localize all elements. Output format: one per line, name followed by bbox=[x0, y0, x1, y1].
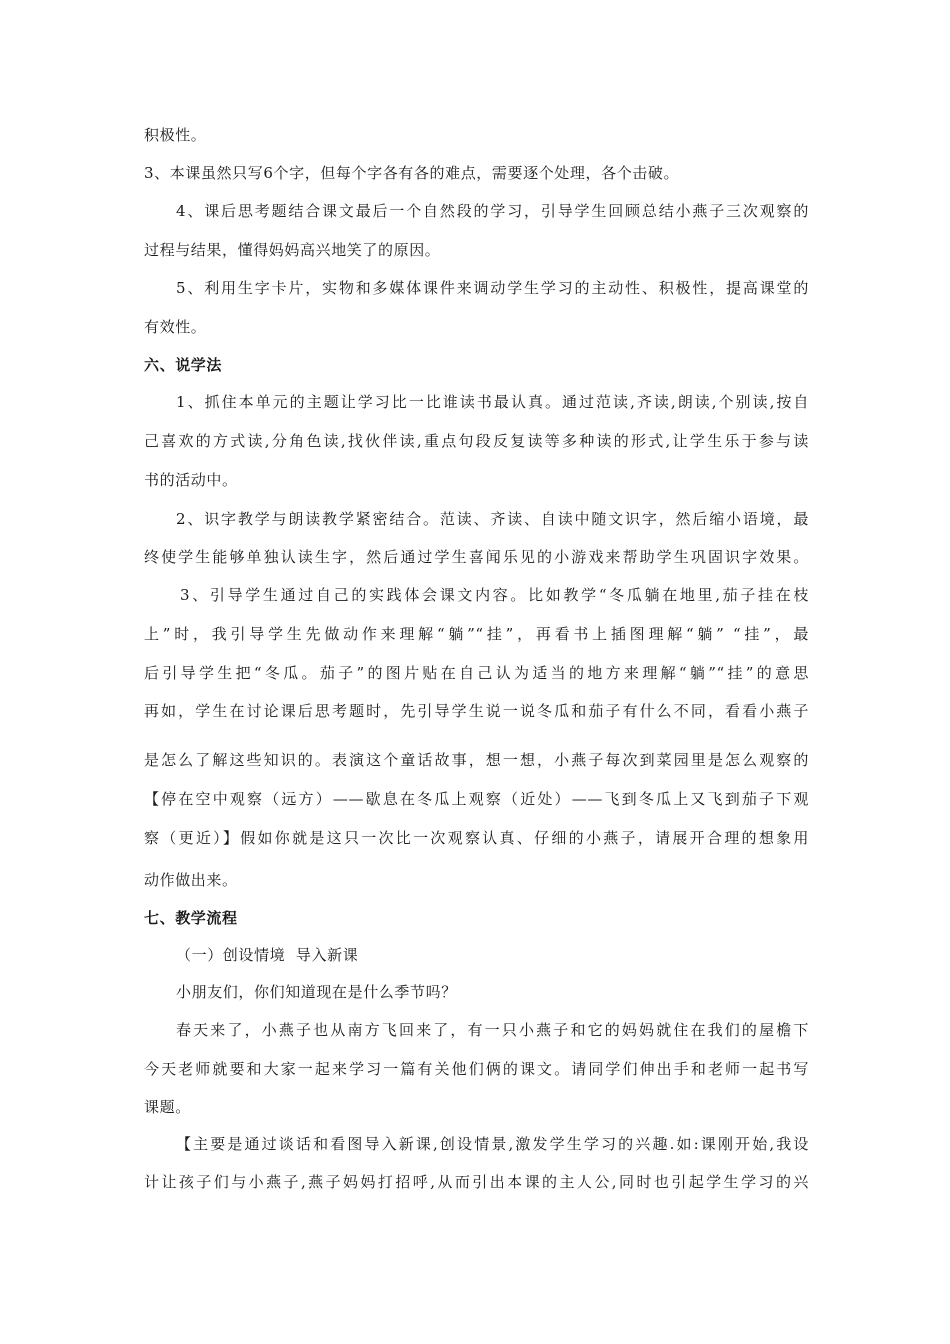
text-line: 是怎么了解这些知识的。表演这个童话故事，想一想，小燕子每次到菜园里是怎么观察的 bbox=[144, 751, 809, 769]
text-line: 今天老师就要和大家一起来学习一篇有关他们俩的课文。请同学们伸出手和老师一起书写 bbox=[144, 1060, 809, 1078]
text-line: 3、引导学生通过自己的实践体会课文内容。比如教学“冬瓜躺在地里,茄子挂在枝 bbox=[180, 586, 809, 604]
text-line: 有效性。 bbox=[144, 318, 207, 336]
text-line: 3、本课虽然只写6个字，但每个字各有各的难点，需要逐个处理，各个击破。 bbox=[144, 164, 680, 182]
text-line: 动作做出来。 bbox=[144, 871, 238, 889]
section-heading: 六、说学法 bbox=[144, 356, 223, 374]
section-heading: 七、教学流程 bbox=[144, 909, 238, 927]
text-line: 计让孩子们与小燕子,燕子妈妈打招呼,从而引出本课的主人公,同时也引起学生学习的兴 bbox=[144, 1173, 809, 1191]
text-line: 察（更近）】假如你就是这只一次比一次观察认真、仔细的小燕子，请展开合理的想象用 bbox=[144, 829, 809, 847]
subsection-heading: （一）创设情境 导入新课 bbox=[176, 946, 359, 964]
text-line: 过程与结果，懂得妈妈高兴地笑了的原因。 bbox=[144, 241, 441, 259]
text-line: 5、利用生字卡片，实物和多媒体课件来调动学生学习的主动性、积极性，提高课堂的 bbox=[176, 279, 809, 297]
text-line: 积极性。 bbox=[144, 126, 207, 144]
text-line: 小朋友们，你们知道现在是什么季节吗？ bbox=[176, 983, 457, 1001]
text-line: 【主要是通过谈话和看图导入新课,创设情景,激发学生学习的兴趣.如:课刚开始,我设 bbox=[176, 1135, 809, 1153]
text-line: 己喜欢的方式读,分角色读,找伙伴读,重点句段反复读等多种读的形式,让学生乐于参与读 bbox=[144, 432, 809, 450]
text-line: 2、识字教学与朗读教学紧密结合。范读、齐读、自读中随文识字，然后缩小语境，最 bbox=[176, 510, 809, 528]
text-line: 书的活动中。 bbox=[144, 471, 238, 489]
text-line: 课题。 bbox=[144, 1098, 191, 1116]
text-line: 上”时，我引导学生先做动作来理解“躺”“挂”，再看书上插图理解“躺” “挂”，最 bbox=[144, 625, 809, 643]
text-line: 【停在空中观察（远方）——歇息在冬瓜上观察（近处）——飞到冬瓜上又飞到茄子下观 bbox=[144, 790, 809, 808]
text-line: 1、抓住本单元的主题让学习比一比谁读书最认真。通过范读,齐读,朗读,个别读,按自 bbox=[176, 393, 809, 411]
text-line: 4、课后思考题结合课文最后一个自然段的学习，引导学生回顾总结小燕子三次观察的 bbox=[176, 202, 809, 220]
text-line: 终使学生能够单独认读生字，然后通过学生喜闻乐见的小游戏来帮助学生巩固识字效果。 bbox=[144, 548, 809, 566]
text-line: 再如，学生在讨论课后思考题时，先引导学生说一说冬瓜和茄子有什么不同，看看小燕子 bbox=[144, 702, 809, 720]
text-line: 后引导学生把“冬瓜。茄子”的图片贴在自己认为适当的地方来理解“躺”“挂”的意思 bbox=[144, 664, 809, 682]
text-line: 春天来了，小燕子也从南方飞回来了，有一只小燕子和它的妈妈就住在我们的屋檐下 bbox=[176, 1021, 809, 1039]
